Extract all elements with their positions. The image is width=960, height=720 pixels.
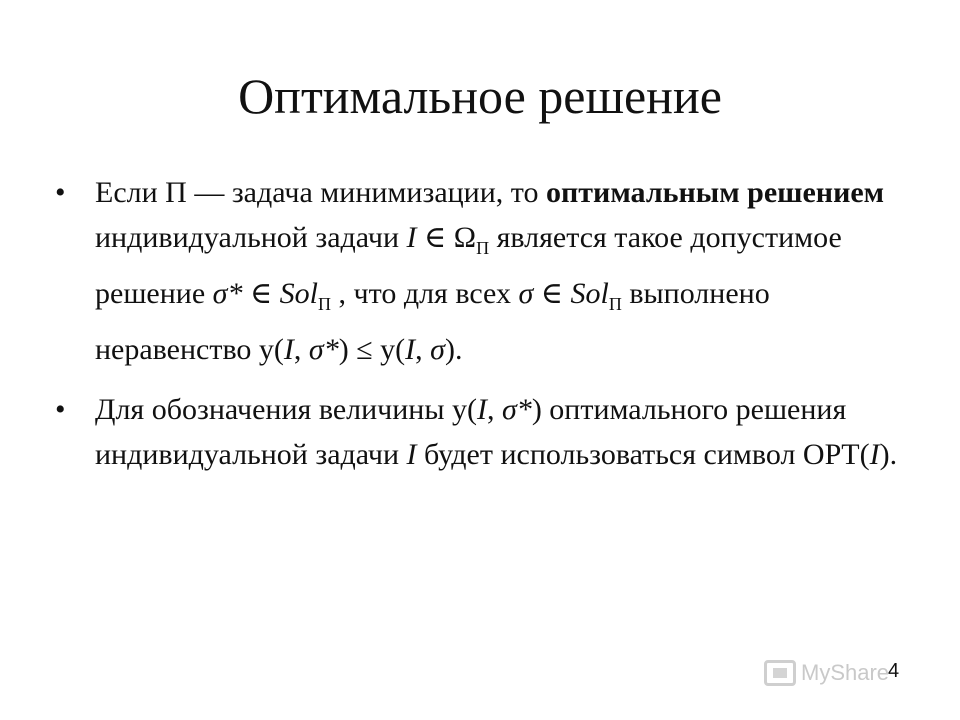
text-span: ) оптимального решения индивидуальной задачи	[95, 393, 847, 471]
text-span: ∈	[533, 277, 571, 310]
bullet-marker: •	[55, 176, 66, 209]
text-span: ,	[487, 393, 503, 426]
math-var: I	[406, 438, 417, 471]
math-var: Sol	[279, 277, 319, 310]
text-span: ) ≤ y(	[338, 333, 406, 366]
subscript: Π	[318, 294, 332, 314]
math-var: σ	[430, 333, 445, 366]
watermark-text: MyShare	[801, 660, 890, 685]
math-var: σ*	[308, 333, 339, 366]
text-span: ).	[444, 333, 463, 366]
math-var: I	[477, 393, 488, 426]
bullet-text	[95, 170, 905, 372]
text-span: выполнено неравенство y(	[95, 277, 770, 366]
math-var: I	[869, 438, 880, 471]
subscript: Π	[608, 294, 622, 314]
text-span: ,	[293, 333, 309, 366]
slide-title: Оптимальное решение	[238, 68, 722, 124]
text-span: будет использоваться символ OPT(	[416, 438, 870, 471]
text-span: Если Π — задача минимизации, то	[95, 176, 547, 209]
math-var: I	[406, 221, 417, 254]
math-var: I	[405, 333, 416, 366]
math-var: σ	[518, 277, 534, 310]
bullet-list	[55, 170, 905, 477]
subscript: Π	[476, 238, 490, 258]
math-var: Sol	[570, 277, 609, 310]
bullet-marker: •	[55, 393, 66, 426]
text-span: , что для всех	[331, 277, 519, 310]
text-span: ).	[879, 438, 898, 471]
bold-term: оптимальным решением	[546, 176, 885, 209]
bullet-text	[95, 387, 905, 477]
math-var: σ*	[502, 393, 532, 426]
bullet-item-opt-notation	[55, 387, 905, 477]
text-span: является такое допустимое решение	[95, 221, 842, 310]
math-var: I	[283, 333, 294, 366]
text-span: Для обозначения величины y(	[95, 393, 478, 426]
text-span: индивидуальной задачи	[95, 221, 407, 254]
bullet-item-optimal-definition	[55, 170, 905, 372]
text-span: ∈ Ω	[416, 221, 477, 254]
math-var: σ*	[212, 277, 243, 310]
text-span: ,	[415, 333, 431, 366]
text-span: ∈	[242, 277, 280, 310]
presentation-icon	[764, 660, 796, 686]
page-number: 4	[888, 660, 900, 682]
